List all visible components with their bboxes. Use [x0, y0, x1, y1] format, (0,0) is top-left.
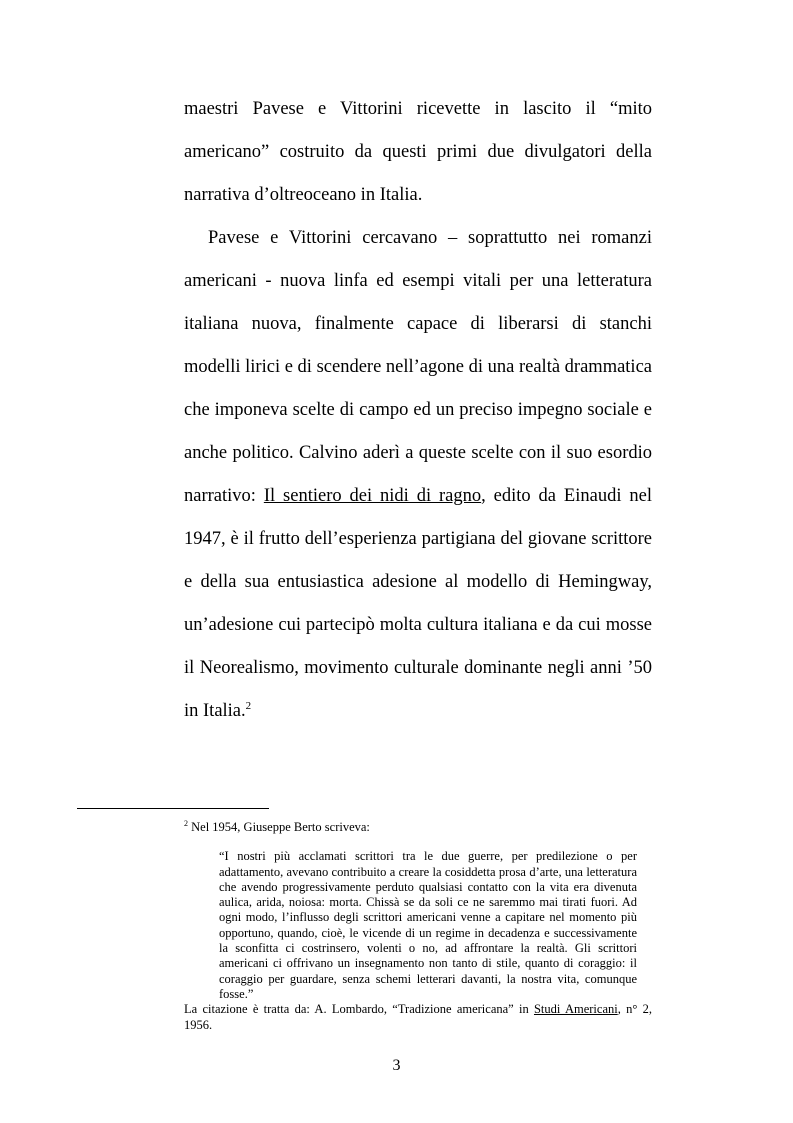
book-title-sentiero: Il sentiero dei nidi di ragno	[263, 486, 482, 506]
footnote-reference[interactable]: 2	[245, 700, 252, 712]
main-text	[184, 88, 652, 733]
footnote-separator	[77, 808, 269, 809]
footnote-intro-text: Nel 1954, Giuseppe Berto scriveva:	[188, 820, 370, 834]
paragraph-text-after-title: , edito da Einaudi nel 1947, è il frutto dell’esperienza partigiana del giovane scrittore e della sua entusiastica adesione al modello di Hemingway, un’adesione cui partecipò molta cultura italiana e da cui mosse il Neorealismo, movimento culturale dominante negli anni ’50 in Italia.	[184, 486, 652, 721]
footnote-intro	[184, 820, 652, 835]
paragraph-continuation: maestri Pavese e Vittorini ricevette in lascito il “mito americano” costruito da questi primi due divulgatori della narrativa d’oltreoceano in Italia.	[184, 99, 652, 205]
footnote	[184, 820, 652, 1033]
paragraph-calvino	[184, 217, 652, 733]
citation-journal: Studi Americani	[533, 1002, 618, 1017]
footnote-quote: “I nostri più acclamati scrittori tra le due guerre, per predilezione o per adattamento, avevano contribuito a creare la cosiddetta prosa d’arte, una letteratura che avendo progressivamente perduto qualsiasi contatto con la vita era divenuta aulica, arida, noiosa: morta. Chissà se da soli ce ne saremmo mai tirati fuori. Ad ogni modo, l’influsso degli scrittori americani venne a capitare nel momento più opportuno, quando, cioè, le vicende di un regime in decadenza e successivamente la sconfitta ci costrinsero, volenti o no, ad affrontare la realtà. Gli scrittori americani ci offrivano un insegnamento non tanto di stile, quanto di coraggio: il coraggio per guardare, senza schemi letterari davanti, la nostra vita, comunque fosse.”	[219, 849, 637, 1001]
paragraph-text-before-title: Pavese e Vittorini cercavano – soprattutto nei romanzi americani - nuova linfa ed esempi vitali per una letteratura italiana nuova, finalmente capace di liberarsi di stanchi modelli lirici e di scendere nell’agone di una realtà drammatica che imponeva scelte di campo ed un preciso impegno sociale e anche politico. Calvino aderì a queste scelte con il suo esordio narrativo:	[184, 228, 652, 506]
citation-text-after: , n° 2, 1956.	[184, 1002, 652, 1032]
footnote-number: 2	[184, 819, 188, 828]
page-number: 3	[392, 1057, 401, 1074]
footnote-citation	[184, 1002, 652, 1033]
citation-text-before: La citazione è tratta da: A. Lombardo, “Tradizione americana” in	[184, 1002, 534, 1017]
